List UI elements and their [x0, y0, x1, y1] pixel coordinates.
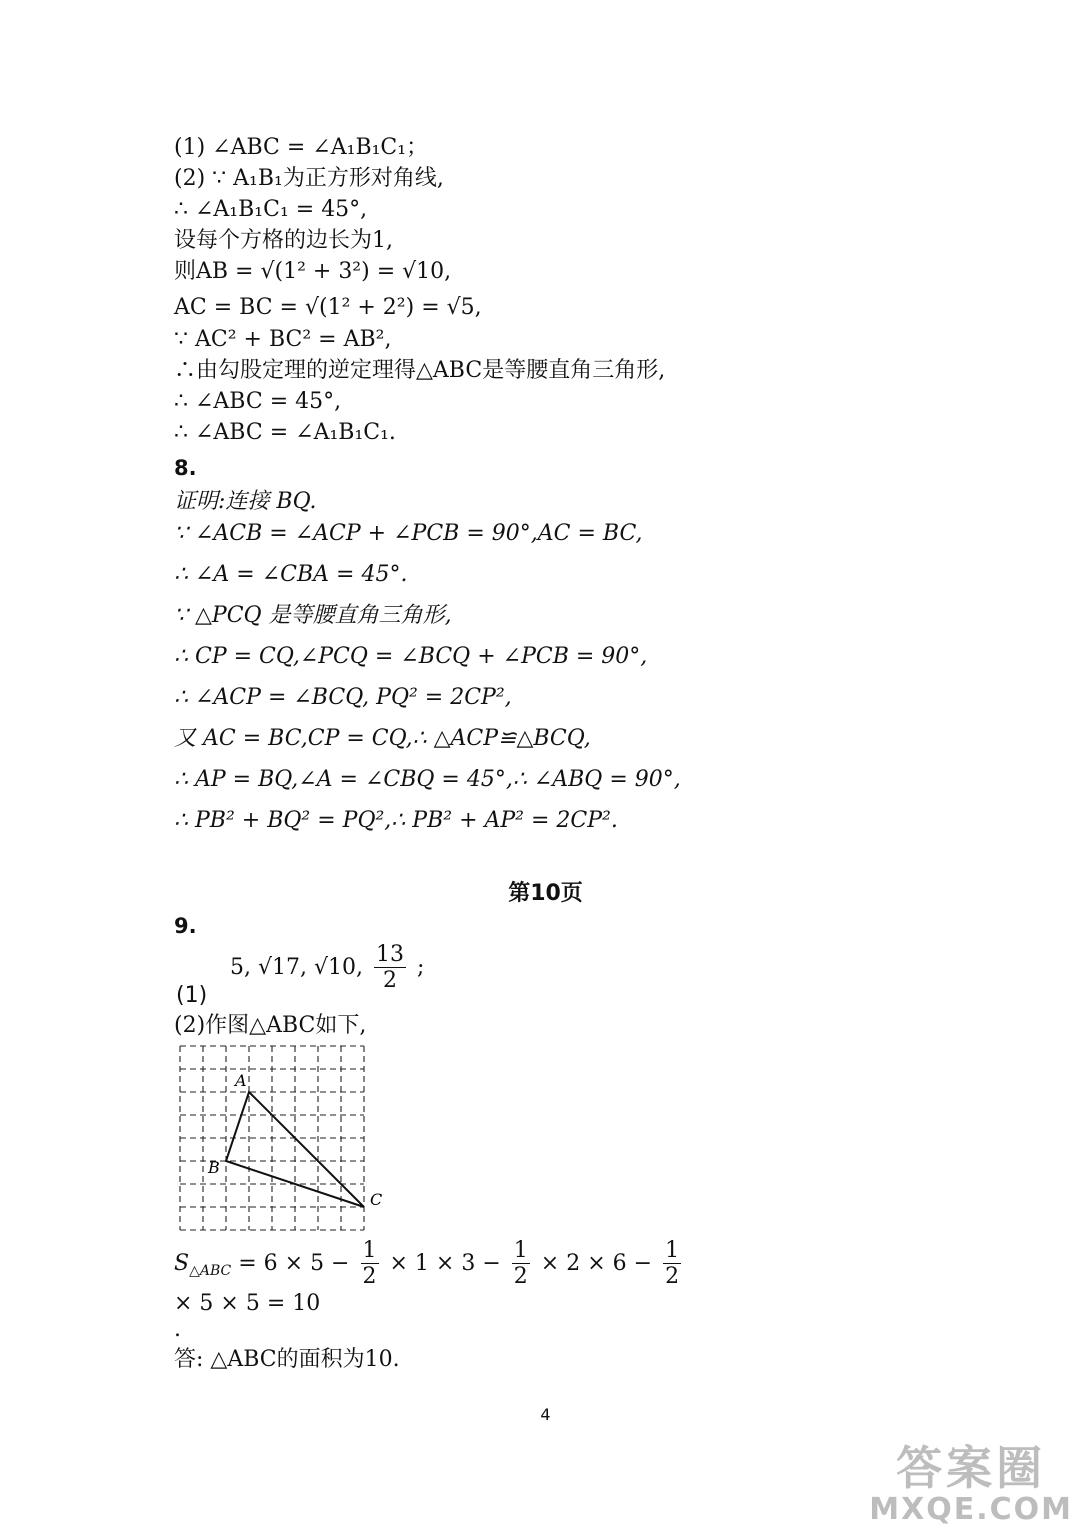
page-number: 4	[540, 1405, 551, 1424]
area-formula-cont: × 5 × 5 = 10	[174, 1291, 321, 1316]
stray-dot: .	[174, 1317, 181, 1342]
proof-line: ∵ △PCQ 是等腰直角三角形,	[174, 603, 452, 628]
area-term: = 6 × 5 −	[238, 1250, 350, 1276]
solution-line: (1) ∠ABC = ∠A₁B₁C₁；	[174, 135, 429, 160]
solution-line: 设每个方格的边长为1,	[174, 228, 393, 253]
vertex-label-c: C	[370, 1190, 383, 1209]
solution-line: 则AB = √(1² + 3²) = √10,	[174, 259, 452, 284]
watermark-url: MXQE.COM	[869, 1492, 1073, 1527]
solution-line: ∵ AC² + BC² = AB²,	[174, 327, 392, 352]
half-fraction	[663, 1238, 681, 1290]
fraction-denominator: 2	[665, 1264, 680, 1290]
part1-answer	[230, 942, 424, 1002]
proof-line: ∴ ∠A = ∠CBA = 45°.	[174, 562, 408, 587]
area-term: × 2 × 6 −	[540, 1250, 653, 1276]
area-formula	[174, 1238, 685, 1294]
watermark-logo: 答案圈	[896, 1441, 1047, 1495]
triangle-grid-figure	[170, 1040, 390, 1235]
fraction	[374, 942, 406, 994]
fraction-numerator: 1	[362, 1238, 377, 1263]
solution-line: (2) ∵ A₁B₁为正方形对角线,	[174, 166, 444, 191]
grid-svg	[170, 1040, 390, 1235]
part1-values: 5, √17, √10,	[230, 954, 363, 980]
grid-lines	[180, 1046, 364, 1230]
solution-line: ∴ ∠ABC = 45°,	[174, 389, 342, 414]
proof-line: ∵ ∠ACB = ∠ACP + ∠PCB = 90°,AC = BC,	[174, 521, 643, 546]
proof-line: ∴ CP = CQ,∠PCQ = ∠BCQ + ∠PCB = 90°,	[174, 644, 648, 669]
area-subscript: △ABC	[189, 1263, 232, 1280]
solution-line: ∴ ∠ABC = ∠A₁B₁C₁.	[174, 420, 396, 445]
solution-line: ∴ ∠A₁B₁C₁ = 45°,	[174, 197, 368, 222]
solution-line: ∴由勾股定理的逆定理得△ABC是等腰直角三角形,	[174, 358, 666, 383]
proof-line: ∴ AP = BQ,∠A = ∠CBQ = 45°,∴ ∠ABQ = 90°,	[174, 767, 681, 792]
question-number: 9.	[174, 914, 197, 938]
proof-line: ∴ PB² + BQ² = PQ²,∴ PB² + AP² = 2CP².	[174, 808, 618, 833]
part1-end: ;	[417, 954, 425, 980]
part1-label: (1)	[176, 983, 208, 1008]
fraction-numerator: 1	[665, 1238, 680, 1263]
half-fraction	[512, 1238, 530, 1290]
half-fraction	[361, 1238, 379, 1290]
final-answer: 答: △ABC的面积为10.	[174, 1347, 400, 1372]
fraction-denominator: 2	[362, 1264, 377, 1290]
fraction-denominator: 2	[383, 968, 397, 994]
area-term: × 1 × 3 −	[389, 1250, 501, 1276]
fraction-denominator: 2	[513, 1264, 528, 1290]
proof-line: ∴ ∠ACP = ∠BCQ, PQ² = 2CP²,	[174, 685, 512, 710]
solution-line: AC = BC = √(1² + 2²) = √5,	[174, 295, 482, 320]
part2-text: (2)作图△ABC如下,	[174, 1013, 367, 1038]
fraction-numerator: 1	[513, 1238, 528, 1263]
page-heading: 第10页	[508, 881, 583, 906]
proof-line: 证明:连接 BQ.	[174, 489, 317, 514]
question-number: 8.	[174, 456, 197, 480]
vertex-label-a: A	[235, 1071, 247, 1090]
area-symbol: S	[174, 1250, 190, 1276]
vertex-label-b: B	[208, 1158, 220, 1177]
proof-line: 又 AC = BC,CP = CQ,∴ △ACP≌△BCQ,	[174, 726, 591, 751]
watermark	[869, 1442, 1073, 1526]
fraction-numerator: 13	[376, 942, 404, 967]
